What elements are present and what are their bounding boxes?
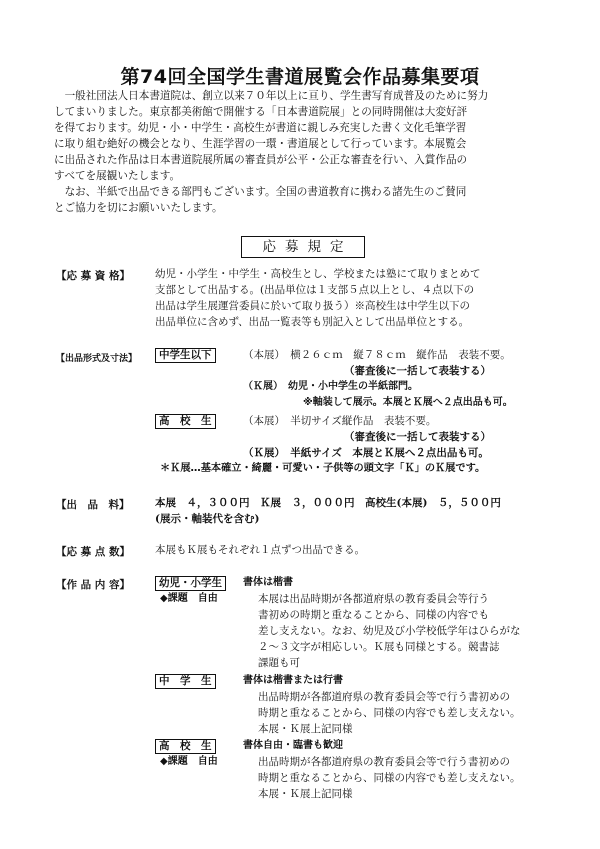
works-middle-row — [155, 673, 216, 689]
intro-line: してまいりました。東京都美術館で開催する「日本書道院展」との同時開催は大変好評 — [54, 106, 468, 118]
works-high-row — [155, 738, 216, 754]
works-label: 【作 品 内 容】 — [56, 579, 130, 591]
junior-tag: 中学生以下 — [155, 348, 216, 363]
format-label: 【出品形式及寸法】 — [56, 354, 138, 364]
works-elem-topic: ◆課題 自由 — [160, 593, 218, 604]
fee-line-2: (展示・軸装代を含む) — [155, 513, 260, 525]
intro-text — [54, 88, 554, 216]
count-text: 本展もＫ展もそれぞれ１点ずつ出品できる。 — [155, 544, 365, 556]
high-tag: 高 校 生 — [155, 414, 216, 429]
works-middle-line: 本展・Ｋ展上記同様 — [258, 723, 353, 735]
format-k-note: ＊Ｋ展…基本確立・綺麗・可愛い・子供等の頭文字「Ｋ」のＫ展です。 — [160, 463, 486, 474]
format-junior-k-note: ※軸装して展示。本展とＫ展へ２点出品も可。 — [303, 397, 513, 408]
works-elem-style: 書体は楷書 — [243, 577, 293, 588]
format-high-main-note: （審査後に一括して表装する） — [344, 431, 491, 443]
works-high-tag: 高 校 生 — [155, 739, 216, 754]
works-high-line: 本展・Ｋ展上記同様 — [258, 788, 353, 800]
works-high-topic: ◆課題 自由 — [160, 756, 218, 767]
middle-tag: 中 学 生 — [155, 674, 216, 689]
works-elem-line: 課題も可 — [258, 657, 300, 669]
fee-line-1: 本展 ４，３００円 Ｋ展 ３，０００円 高校生(本展) ５，５００円 — [155, 497, 501, 509]
eligibility-line: 出品単位に含めず、出品一覧表等も別記入として出品単位とする。 — [155, 316, 470, 328]
intro-line: なお、半紙で出品できる部門もございます。全国の書道教育に携わる諸先生のご賛同 — [64, 186, 467, 198]
section-title: 応募規定 — [241, 236, 365, 258]
works-high-text — [258, 754, 521, 802]
format-high-k: （Ｋ展） 半紙サイズ 本展とＫ展へ２点出品も可。 — [243, 447, 489, 459]
intro-line: 一般社団法人日本書道院は、創立以来７０年以上に亘り、学生書写育成普及のために努力 — [64, 90, 489, 102]
works-elem-text — [258, 591, 521, 671]
works-high-line: 出品時期が各都道府県の教育委員会等で行う書初めの — [258, 756, 510, 768]
works-elem-line: 本展は出品時期が各都道府県の教育委員会等行う — [258, 593, 489, 605]
works-elem-line: 書初めの時期と重なることから、同様の内容でも — [258, 609, 489, 621]
eligibility-line: 支部として出品する。(出品単位は１支部５点以上とし、４点以下の — [155, 284, 475, 296]
intro-line: に取り組む絶好の機会となり、生涯学習の一環・書道展として行っています。本展覧会 — [54, 138, 467, 150]
intro-paragraph-2 — [54, 184, 554, 216]
works-high-style: 書体自由・臨書も歓迎 — [243, 740, 343, 751]
intro-line: すべてを展観いたします。 — [54, 170, 181, 182]
eligibility-line: 出品は学生展運営委員に於いて取り扱う）※高校生は中学生以下の — [155, 300, 470, 312]
eligibility-label: 【応 募 資 格】 — [56, 270, 130, 282]
format-high-main: （本展） 半切サイズ縦作品 表装不要。 — [243, 415, 437, 427]
works-elem-line: 差し支えない。なお、幼児及び小学校低学年はひらがな — [258, 625, 521, 637]
intro-line: を得ております。幼児・小・中学生・高校生が書道に親しみ充実した書く文化毛筆学習 — [54, 122, 467, 134]
format-junior-main-note: （審査後に一括して表装する） — [344, 365, 491, 377]
format-junior-main: （本展） 横２６ｃｍ 縦７８ｃｍ 縦作品 表装不要。 — [243, 349, 511, 361]
intro-line: に出品された作品は日本書道院展所属の審査員が公平・公正な審査を行い、入賞作品の — [54, 154, 468, 166]
works-elem-line: ２〜３文字が相応しい。Ｋ展も同様とする。競書誌 — [258, 641, 500, 653]
eligibility-line: 幼児・小学生・中学生・高校生とし、学校または塾にて取りまとめて — [155, 268, 481, 280]
format-junior-row — [155, 347, 216, 363]
works-elem-row — [155, 575, 226, 591]
count-label: 【応 募 点 数】 — [56, 546, 130, 558]
works-high-line: 時期と重なることから、同様の内容でも差し支えない。 — [258, 772, 521, 784]
page-title: 第74回全国学生書道展覧会作品募集要項 — [120, 66, 480, 88]
eligibility-text — [155, 266, 481, 330]
elem-tag: 幼児・小学生 — [155, 576, 226, 591]
works-middle-line: 時期と重なることから、同様の内容でも差し支えない。 — [258, 707, 521, 719]
format-high-row — [155, 413, 216, 429]
intro-line: とご協力を切にお願いいたします。 — [54, 202, 223, 214]
fee-label: 【出 品 料】 — [56, 499, 130, 511]
works-middle-line: 出品時期が各都道府県の教育委員会等で行う書初めの — [258, 691, 510, 703]
works-middle-text — [258, 689, 521, 737]
works-middle-style: 書体は楷書または行書 — [243, 675, 343, 686]
format-junior-k: （Ｋ展） 幼児・小中学生の半紙部門。 — [243, 381, 418, 392]
intro-paragraph-1 — [54, 88, 554, 184]
